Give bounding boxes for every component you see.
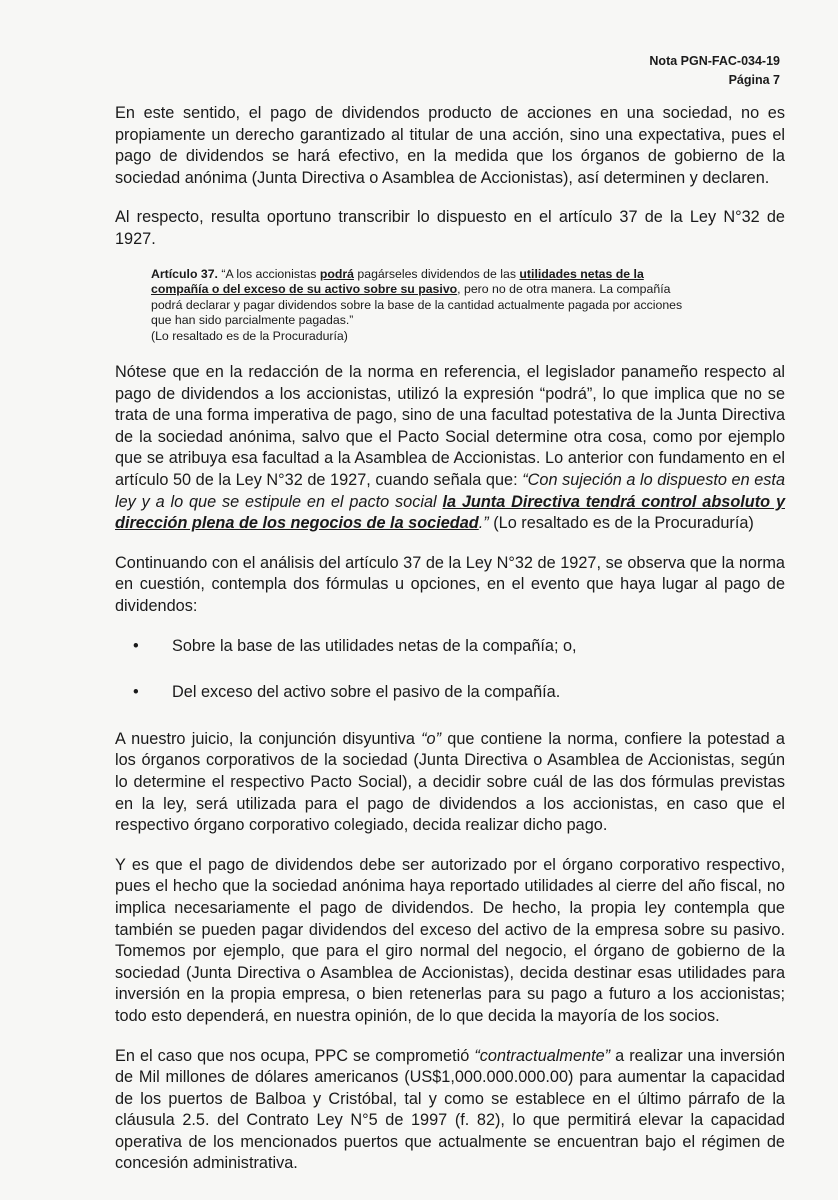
p3-italic-quote: “Con sujeción a lo dispuesto en esta ley y a lo que se estipule en el pacto social xyxy=(115,471,785,511)
list-item xyxy=(115,682,785,704)
p7-italic: “contractualmente” xyxy=(474,1046,611,1065)
p5-italic-o: “o” xyxy=(421,729,442,748)
page-number: Página 7 xyxy=(728,73,780,87)
p5-text-2: que contiene la norma, confiere la potestad a los órganos corporativos de la sociedad (Junta Directiva o Asamblea de Accionistas, según lo determine el respectivo Pacto Social), a decidir sobre cuál de las dos fórmulas previstas en la ley, será utilizada para el pago de dividendos a los accionistas, en caso que el respectivo órgano corporativo colegiado, decida realizar dicho pago. xyxy=(115,729,785,835)
p3-bold-quote: la Junta Directiva tendrá control absoluto y dirección plena de los negocios de la sociedad xyxy=(115,492,785,533)
options-list xyxy=(115,636,785,704)
quote-text-3: , pero no de otra manera. La compañía podrá declarar y pagar dividendos sobre la base de la cantidad actualmente pagada por acciones que han sido parcialmente pagadas.” xyxy=(151,282,683,328)
quote-note: (Lo resaltado es de la Procuraduría) xyxy=(151,328,348,343)
paragraph-5 xyxy=(115,729,785,837)
list-item xyxy=(115,636,785,658)
quote-text-1: “A los accionistas xyxy=(217,266,320,281)
quote-podra: podrá xyxy=(319,266,354,281)
paragraph-4: Continuando con el análisis del artículo 37 de la Ley N°32 de 1927, se observa que la norma en cuestión, contempla dos fórmulas u opciones, en el evento que haya lugar al pago de dividendos: xyxy=(115,553,785,615)
p3-quote-close: .” xyxy=(478,514,489,533)
quote-text-2: pagárseles dividendos de las xyxy=(353,266,520,281)
p7-text-2: a realizar una inversión de Mil millones de dólares americanos (US$1,000.000.000.00) para aumentar la capacidad de los puertos de Balboa y Cristóbal, tal y como se establece en el último párrafo de la cláusula 2.5. del Contrato Ley N°5 de 1997 (f. 82), lo que permitirá elevar la capacidad operativa de los mencionados puertos que actualmente se encuentran bajo el régimen de concesión administrativa. xyxy=(115,1046,786,1173)
article-37-quote xyxy=(151,267,691,345)
document-body xyxy=(115,103,785,1175)
paragraph-1: En este sentido, el pago de dividendos producto de acciones en una sociedad, no es propiamente un derecho garantizado al titular de una acción, sino una expectativa, pues el pago de dividendos se hará efectivo, en la medida que los órganos de gobierno de la sociedad anónima (Junta Directiva o Asamblea de Accionistas), así determinen y declaren. xyxy=(115,104,785,187)
list-item-text: Sobre la base de las utilidades netas de la compañía; o, xyxy=(172,636,577,655)
paragraph-2: Al respecto, resulta oportuno transcribir lo dispuesto en el artículo 37 de la Ley N°32 de 1927. xyxy=(115,208,785,248)
bullet-icon: • xyxy=(133,683,139,702)
p3-note: (Lo resaltado es de la Procuraduría) xyxy=(488,514,754,533)
list-item-text: Del exceso del activo sobre el pasivo de la compañía. xyxy=(172,683,561,702)
quote-article-label: Artículo 37. xyxy=(151,266,218,281)
note-id: Nota PGN-FAC-034-19 xyxy=(649,54,780,68)
quote-utilidades: utilidades netas de la compañía o del exceso de su activo sobre su pasivo xyxy=(151,266,644,297)
paragraph-3 xyxy=(115,362,785,535)
p5-text-1: A nuestro juicio, la conjunción disyuntiva xyxy=(115,729,422,748)
paragraph-6: Y es que el pago de dividendos debe ser autorizado por el órgano corporativo respectivo, pues el hecho que la sociedad anónima haya reportado utilidades al cierre del año fiscal, no implica necesariamente el pago de dividendos. De hecho, la propia ley contempla que también se pueden pagar dividendos del exceso del activo de la empresa sobre su pasivo. Tomemos por ejemplo, que para el giro normal del negocio, el órgano de gobierno de la sociedad (Junta Directiva o Asamblea de Accionistas), decida destinar esas utilidades para inversión en la propia empresa, o bien retenerlas para su pago a futuro a los accionistas; todo esto dependerá, en nuestra opinión, de lo que decida la mayoría de los socios. xyxy=(115,855,785,1025)
p7-text-1: En el caso que nos ocupa, PPC se comprometió xyxy=(115,1046,475,1065)
bullet-icon: • xyxy=(133,636,139,655)
p3-text: Nótese que en la redacción de la norma en referencia, el legislador panameño respecto al pago de dividendos a los accionistas, utilizó la expresión “podrá”, lo que implica que no se trata de una forma imperativa de pago, sino de una facultad potestativa de la Junta Directiva de la sociedad anónima, salvo que el Pacto Social determine otra cosa, como por ejemplo que se atribuya esa facultad a la Asamblea de Accionistas. Lo anterior con fundamento en el artículo 50 de la Ley N°32 de 1927, cuando señala que: xyxy=(115,363,785,490)
paragraph-7 xyxy=(115,1046,785,1176)
page-header xyxy=(649,52,780,90)
